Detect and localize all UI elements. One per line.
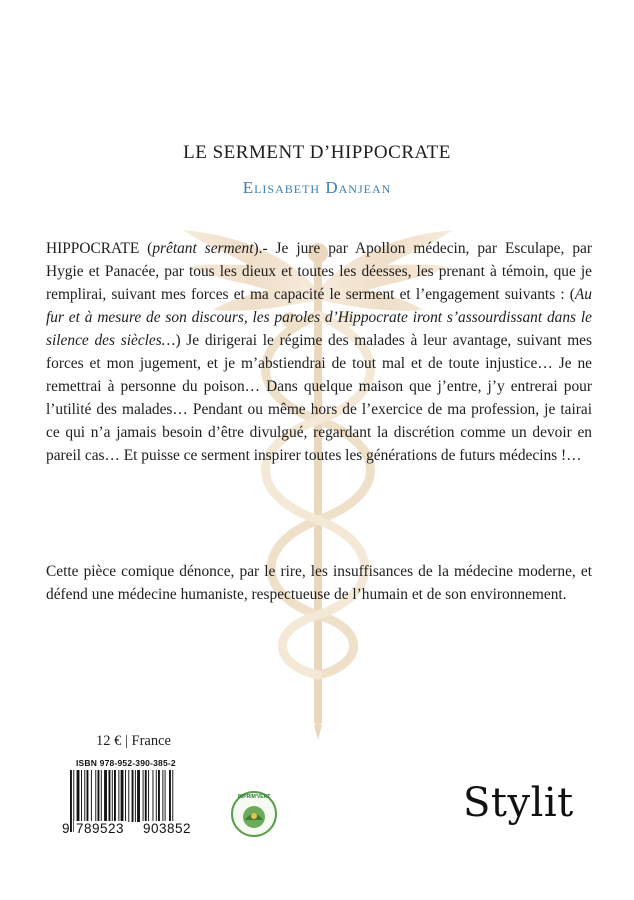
speaker-name: HIPPOCRATE bbox=[46, 240, 140, 257]
book-summary: Cette pièce comique dénonce, par le rire, les insuffisances de la médecine moderne, et défend une médecine humaniste, respectueuse de l’humain et de son environnement. bbox=[46, 563, 592, 603]
publisher-logo: Stylit bbox=[463, 780, 574, 826]
barcode-lead-digit: 9 bbox=[62, 821, 71, 836]
stage-direction: prêtant serment bbox=[152, 240, 254, 257]
stage-direction-fading: Au fur et à mesure de son discours, les paroles d’Hippocrate iront s’assourdissant dans le silence des siècles… bbox=[46, 286, 592, 349]
author-name: Elisabeth Danjean bbox=[242, 178, 392, 197]
oath-text-part1: ).- Je jure par Apollon médecin, par Esculape, par Hygie et Panacée, par tous les dieux et toutes les déesses, les prenant à témoin, que je remplirai, suivant mes forces et ma capacité le serment et l’engagement suivants : ( bbox=[46, 240, 592, 303]
isbn-label: ISBN 978-952-390-385-2 bbox=[76, 758, 176, 768]
oath-text-part2: ) Je dirigerai le régime des malades à leur avantage, suivant mes forces et mon jugement, et je m’abstiendrai de tout mal et de toute injustice… Je ne remettrai à personne du poison… Dans quelque maison que j’entre, j’y entrerai pour l’utilité des malades… Pendant ou même hors de l’exercice de ma profession, je tairai ce qui n’a jamais besoin d’être divulgué, regardant la discrétion comme un devoir en pareil cas… Et puisse ce serment inspirer toutes les générations de futurs médecins !… bbox=[46, 332, 592, 464]
barcode-group-left: 789523 bbox=[76, 821, 125, 836]
book-title: LE SERMENT D’HIPPOCRATE bbox=[183, 142, 451, 163]
oath-excerpt: HIPPOCRATE (prêtant serment).- Je jure par Apollon médecin, par Esculape, par Hygie et Panacée, par tous les dieux et toutes les déesses, les prenant à témoin, que je remplirai, suivant mes forces et ma capacité le serment et l’engagement suivants : (Au fur et à mesure de son discours, les paroles d’Hippocrate iront s’assourdissant dans le silence des siècles…) Je dirigerai le régime des malades à leur avantage, suivant mes forces et mon jugement, et je m’abstiendrai de tout mal et de toute injustice… Je ne remettrai à personne du poison… Dans quelque maison que j’entre, j’y entrerai pour l’utilité des malades… Pendant ou même hors de l’exercice de ma profession, je tairai ce qui n’a jamais besoin d’être divulgué, regardant la discrétion comme un devoir en pareil cas… Et puisse ce serment inspirer toutes les générations de futurs médecins !… bbox=[46, 240, 592, 464]
barcode-group-right: 903852 bbox=[143, 821, 192, 836]
imprim-vert-label: IMPRIM'VERT bbox=[237, 794, 271, 800]
price-label: 12 € | France bbox=[96, 733, 171, 749]
